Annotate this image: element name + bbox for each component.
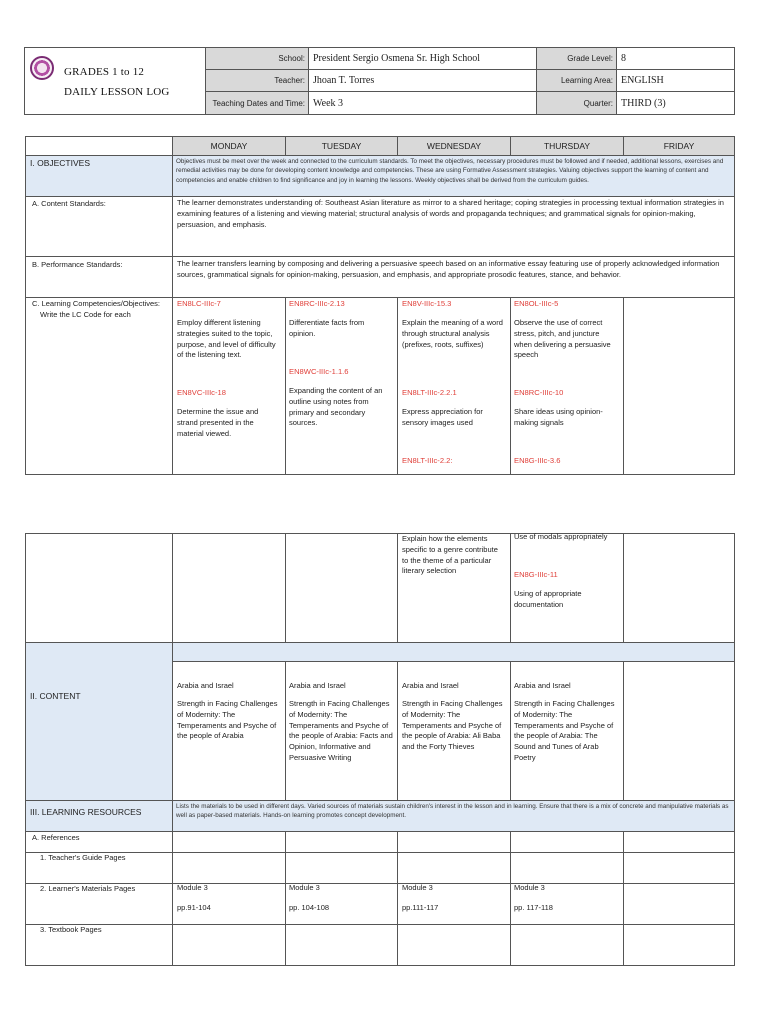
continuation-tuesday-cell [285, 533, 398, 643]
day-header-wednesday: WEDNESDAY [397, 136, 511, 156]
quarter-value: THIRD (3) [616, 91, 735, 115]
content-monday-text: Strength in Facing Challenges of Modernity: The Temperaments and Psyche of the people of Arabia [177, 699, 278, 741]
lm-tuesday-module: Module 3 [289, 883, 320, 892]
content-label-cell [25, 642, 173, 801]
school-value: President Sergio Osmena Sr. High School [308, 47, 537, 70]
content-thursday-text: Strength in Facing Challenges of Modernity: The Temperaments and Psyche of the people of Arabia: The Sound and Tunes of Arab Poetry [514, 699, 615, 762]
tuesday-code-1: EN8RC-IIIc-2.13 [289, 299, 345, 308]
lm-monday-pages: pp.91-104 [177, 903, 211, 912]
content-standards-label: A. Content Standards: [32, 199, 106, 208]
lm-thursday-pages: pp. 117-118 [514, 903, 553, 912]
content-band-cell [172, 642, 735, 662]
tg-tuesday-cell [285, 852, 398, 884]
references-thursday-cell [510, 831, 624, 853]
content-monday-topic: Arabia and Israel [177, 681, 234, 690]
lm-friday-cell [623, 883, 735, 925]
thursday-text-2: Share ideas using opinion-making signals [514, 407, 603, 427]
content-wednesday-text: Strength in Facing Challenges of Modernity: The Temperaments and Psyche of the people of Arabia: Ali Baba and the Forty Thieves [402, 699, 503, 752]
lm-thursday-module: Module 3 [514, 883, 545, 892]
day-header-blank [25, 136, 173, 156]
wednesday-text-3: Explain how the elements specific to a genre contribute to the theme of a particular literary selection [402, 534, 498, 576]
thursday-code-2: EN8RC-IIIc-10 [514, 388, 564, 397]
grade-value: 8 [616, 47, 735, 70]
content-wednesday-topic: Arabia and Israel [402, 681, 459, 690]
competencies-friday-cell [623, 297, 735, 475]
monday-text-2: Determine the issue and strand presented in the material viewed. [177, 407, 259, 438]
thursday-code-3: EN8G-IIIc-3.6 [514, 456, 561, 465]
thursday-code-4: EN8G-IIIc-11 [514, 570, 558, 579]
references-tuesday-cell [285, 831, 398, 853]
tg-wednesday-cell [397, 852, 511, 884]
wednesday-text-2: Express appreciation for sensory images used [402, 407, 483, 427]
tb-wednesday-cell [397, 924, 511, 966]
content-standards-text: The learner demonstrates understanding of: Southeast Asian literature as mirror to a shared heritage; coping strategies in processing textual information strategies in examining features of a listening and viewing material; structural analysis of words and propaganda techniques; and grammatical signals for opinion-making, persuasion, and emphasis. [177, 198, 724, 229]
thursday-text-1: Observe the use of correct stress, pitch, and juncture when delivering a persuasive speech [514, 318, 611, 360]
deped-seal-icon [30, 56, 54, 80]
lm-wednesday-pages: pp.111-117 [402, 903, 439, 912]
header-title-dll: DAILY LESSON LOG [64, 86, 170, 98]
resources-text: Lists the materials to be used in different days. Varied sources of materials sustain children's interest in the lesson and in learning. Ensure that there is a mix of concrete and manipulative materials as well as paper-based materials. Hands-on learning promotes concept development. [176, 803, 729, 820]
tuesday-text-1: Differentiate facts from opinion. [289, 318, 365, 338]
wednesday-code-3: EN8LT-IIIc-2.2: [402, 456, 453, 465]
monday-code-1: EN8LC-IIIc-7 [177, 299, 221, 308]
header-title-grades: GRADES 1 to 12 [64, 66, 145, 78]
lm-monday-module: Module 3 [177, 883, 208, 892]
continuation-monday-cell [172, 533, 286, 643]
objectives-text: Objectives must be meet over the week and connected to the curriculum standards. To meet the objectives, necessary procedures must be followed and if needed, additional lessons, exercises and remedial activities may be done for developing content knowledge and competencies. These are using Formative Assessment strategies. Valuing objectives support the learning of content and competencies and enable children to find significance and joy in learning the lessons. Weekly objectives shall be derived from the curriculum guides. [176, 158, 724, 184]
quarter-label: Quarter: [536, 91, 617, 115]
area-label: Learning Area: [536, 69, 617, 92]
dates-label: Teaching Dates and Time: [205, 91, 309, 115]
continuation-friday-cell [623, 533, 735, 643]
content-friday-cell [623, 661, 735, 801]
dates-value: Week 3 [308, 91, 537, 115]
content-tuesday-text: Strength in Facing Challenges of Modernity: The Temperaments and Psyche of the people of Arabia: Facts and Opinion, Informative and Persuasive Writing [289, 699, 393, 762]
tg-monday-cell [172, 852, 286, 884]
content-label: II. CONTENT [30, 691, 81, 701]
tb-thursday-cell [510, 924, 624, 966]
thursday-text-3: Use of modals appropriately [514, 532, 608, 541]
references-monday-cell [172, 831, 286, 853]
wednesday-text-1: Explain the meaning of a word through structural analysis (prefixes, roots, suffixes) [402, 318, 503, 349]
competencies-sublabel: Write the LC Code for each [40, 310, 131, 319]
tg-friday-cell [623, 852, 735, 884]
tuesday-code-2: EN8WC-IIIc-1.1.6 [289, 367, 349, 376]
performance-standards-text: The learner transfers learning by composing and delivering a persuasive speech based on an informative essay featuring use of properly acknowledged information sources, grammatical signals for opinion-making, persuasion, and emphasis, and appropriate prosodic features, stance, and behavior. [177, 259, 720, 279]
teacher-label: Teacher: [205, 69, 309, 92]
tb-monday-cell [172, 924, 286, 966]
competencies-label: C. Learning Competencies/Objectives: [32, 299, 160, 308]
grade-label: Grade Level: [536, 47, 617, 70]
wednesday-code-2: EN8LT-IIIc-2.2.1 [402, 388, 457, 397]
monday-code-2: EN8VC-IIIc-18 [177, 388, 226, 397]
teacher-value: Jhoan T. Torres [308, 69, 537, 92]
tb-friday-cell [623, 924, 735, 966]
day-header-friday: FRIDAY [623, 136, 735, 156]
wednesday-code-1: EN8V-IIIc-15.3 [402, 299, 452, 308]
tb-tuesday-cell [285, 924, 398, 966]
lm-label: 2. Learner's Materials Pages [40, 884, 136, 893]
continuation-label-cell [25, 533, 173, 643]
thursday-code-1: EN8OL-IIIc-5 [514, 299, 559, 308]
tg-thursday-cell [510, 852, 624, 884]
objectives-label: I. OBJECTIVES [30, 158, 90, 168]
tg-label: 1. Teacher's Guide Pages [40, 853, 126, 862]
references-friday-cell [623, 831, 735, 853]
resources-label: III. LEARNING RESOURCES [30, 807, 142, 817]
competencies-label-cell [25, 297, 173, 475]
day-header-thursday: THURSDAY [510, 136, 624, 156]
day-header-monday: MONDAY [172, 136, 286, 156]
thursday-text-4: Using of appropriate documentation [514, 589, 582, 609]
tuesday-text-2: Expanding the content of an outline using notes from primary and secondary sources. [289, 386, 383, 428]
content-tuesday-topic: Arabia and Israel [289, 681, 346, 690]
performance-standards-label: B. Performance Standards: [32, 260, 123, 269]
monday-text-1: Employ different listening strategies suited to the topic, purpose, and level of difficulty of the listening text. [177, 318, 276, 360]
area-value: ENGLISH [616, 69, 735, 92]
content-thursday-topic: Arabia and Israel [514, 681, 571, 690]
school-label: School: [205, 47, 309, 70]
references-label: A. References [32, 833, 80, 842]
references-wednesday-cell [397, 831, 511, 853]
day-header-tuesday: TUESDAY [285, 136, 398, 156]
tb-label: 3. Textbook Pages [40, 925, 102, 934]
lm-tuesday-pages: pp. 104-108 [289, 903, 330, 912]
lm-wednesday-module: Module 3 [402, 883, 433, 892]
continuation-thursday-cell [510, 533, 624, 643]
